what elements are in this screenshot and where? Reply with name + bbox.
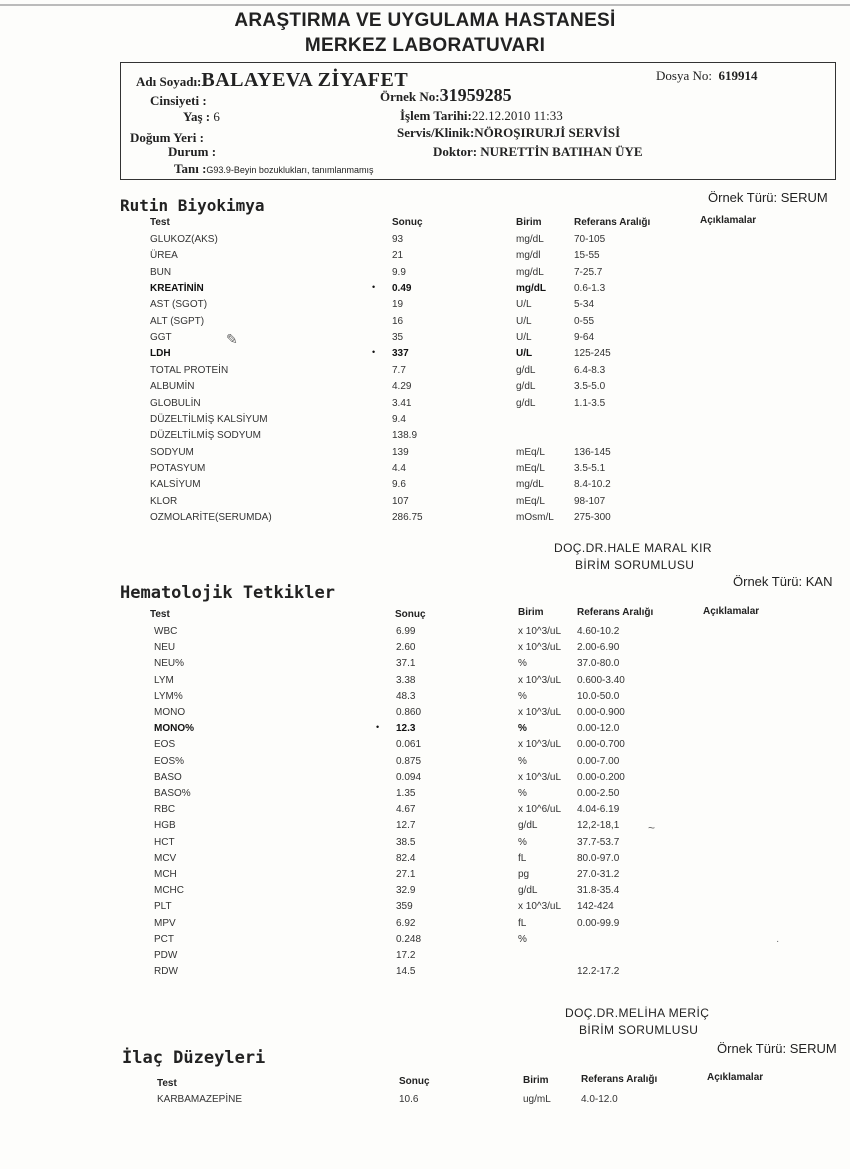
reference-range: 12.2-17.2 — [577, 966, 620, 978]
unit: ug/mL — [523, 1094, 551, 1105]
unit: x 10^3/uL — [518, 626, 562, 637]
process-date: 22.12.2010 11:33 — [471, 108, 563, 123]
test-name: DÜZELTİLMİŞ SODYUM — [150, 430, 261, 442]
hemato-signer-role: BİRİM SORUMLUSU — [579, 1023, 699, 1037]
result-value: 12.7 — [396, 820, 416, 832]
diagnosis-field — [174, 161, 373, 177]
test-name: SODYUM — [150, 446, 194, 458]
result-value: 32.9 — [396, 885, 416, 897]
unit: g/dL — [516, 364, 536, 376]
reference-range: 3.5-5.0 — [574, 381, 606, 393]
abnormal-flag-icon: • — [372, 282, 376, 293]
result-value: 14.5 — [396, 966, 416, 978]
test-name: EOS% — [154, 755, 185, 767]
abnormal-flag-icon: • — [372, 347, 376, 358]
reference-range: 4.0-12.0 — [581, 1094, 618, 1105]
reference-range: 7-25.7 — [574, 266, 603, 278]
result-value: 9.6 — [392, 479, 406, 491]
patient-info-box — [120, 62, 836, 180]
reference-range: 2.00-6.90 — [577, 642, 620, 654]
test-name: NEU% — [154, 658, 185, 670]
test-name: LYM% — [154, 690, 183, 702]
age-label: Yaş : — [183, 109, 211, 124]
test-name: GLUKOZ(AKS) — [150, 234, 218, 245]
result-value: 16 — [392, 315, 404, 327]
test-name: AST (SGOT) — [150, 299, 208, 311]
test-name: MCV — [154, 852, 177, 864]
result-value: 19 — [392, 299, 404, 311]
test-name: LDH — [150, 348, 171, 360]
unit: fL — [518, 852, 527, 864]
unit: x 10^3/uL — [518, 642, 562, 654]
biochem-signer-role: BİRİM SORUMLUSU — [575, 558, 695, 572]
unit: mEq/L — [516, 462, 545, 474]
sample-no-field — [380, 85, 512, 106]
result-value: 0.875 — [396, 755, 422, 767]
unit: U/L — [516, 315, 532, 327]
unit: % — [518, 836, 527, 848]
unit: x 10^3/uL — [518, 739, 562, 751]
test-name: MONO% — [154, 723, 194, 735]
col-test: Test — [150, 609, 170, 620]
test-name: RBC — [154, 804, 176, 816]
result-value: 48.3 — [396, 690, 416, 702]
result-value: 2.60 — [396, 642, 416, 654]
test-name: PDW — [154, 950, 178, 961]
reference-range: 275-300 — [574, 511, 611, 523]
service: NÖROŞIRURJİ SERVİSİ — [474, 125, 621, 140]
reference-range: 12,2-18,1 — [577, 820, 620, 832]
reference-range: 1.1-3.5 — [574, 397, 606, 409]
result-value: 4.4 — [392, 462, 406, 474]
reference-range: 10.0-50.0 — [577, 690, 620, 702]
doctor-field — [433, 144, 643, 160]
reference-range: 0.00-7.00 — [577, 755, 620, 767]
unit: mg/dL — [516, 283, 546, 295]
col-ref: Referans Aralığı — [574, 217, 651, 228]
result-value: 107 — [392, 495, 409, 507]
scan-mark: ~ — [648, 821, 656, 835]
test-name: GLOBULİN — [150, 397, 201, 409]
reference-range: 125-245 — [574, 348, 611, 360]
doctor: NURETTİN BATIHAN ÜYE — [480, 144, 643, 159]
unit: g/dL — [516, 397, 536, 409]
result-value: 27.1 — [396, 869, 416, 880]
hemato-title: Hematolojik Tetkikler — [120, 583, 335, 603]
result-value: 38.5 — [396, 836, 416, 848]
reference-range: 0.600-3.40 — [577, 674, 625, 686]
result-value: 9.9 — [392, 266, 406, 278]
unit: g/dL — [516, 381, 536, 393]
unit: % — [518, 658, 527, 670]
sample-no: 31959285 — [439, 85, 512, 105]
drug-sample-type: Örnek Türü: SERUM — [717, 1041, 837, 1056]
unit: pg — [518, 869, 530, 880]
test-name: GGT — [150, 332, 172, 344]
unit: mg/dl — [516, 250, 541, 262]
result-value: 9.4 — [392, 413, 406, 425]
result-value: 1.35 — [396, 788, 416, 799]
biochem-signer: DOÇ.DR.HALE MARAL KIR — [554, 541, 712, 555]
reference-range: 0.00-99.9 — [577, 917, 620, 929]
process-date-field — [400, 108, 563, 124]
result-value: 10.6 — [399, 1094, 419, 1105]
result-value: 286.75 — [392, 511, 423, 523]
reference-range: 37.0-80.0 — [577, 658, 620, 670]
test-name: KALSİYUM — [150, 479, 201, 491]
col-result: Sonuç — [392, 217, 423, 228]
result-value: 35 — [392, 332, 404, 344]
result-value: 138.9 — [392, 430, 418, 442]
reference-range: 5-34 — [574, 299, 595, 311]
service-field — [397, 125, 620, 141]
unit: % — [518, 788, 527, 799]
result-value: 4.67 — [396, 804, 416, 816]
patient-name-field — [136, 69, 408, 92]
reference-range: 0.00-0.200 — [577, 771, 625, 783]
unit: U/L — [516, 348, 533, 360]
unit: x 10^3/uL — [518, 771, 562, 783]
hemato-sample-type: Örnek Türü: KAN — [733, 574, 833, 589]
result-value: 0.061 — [396, 739, 422, 751]
test-name: PCT — [154, 933, 174, 945]
unit: x 10^3/uL — [518, 707, 562, 718]
process-date-label: İşlem Tarihi: — [400, 108, 472, 123]
abnormal-flag-icon: • — [376, 722, 380, 733]
reference-range: 70-105 — [574, 234, 606, 245]
result-value: 0.860 — [396, 707, 422, 718]
scan-mark: · — [776, 936, 780, 947]
unit: mEq/L — [516, 446, 545, 458]
test-name: MPV — [154, 917, 176, 929]
test-name: OZMOLARİTE(SERUMDA) — [150, 511, 272, 523]
reference-range: 4.60-10.2 — [577, 626, 620, 637]
col-result: Sonuç — [399, 1076, 430, 1087]
age-field — [183, 109, 220, 125]
diagnosis-label: Tanı : — [174, 161, 207, 176]
unit: g/dL — [518, 820, 538, 832]
unit: g/dL — [518, 885, 538, 897]
test-name: PLT — [154, 901, 172, 913]
reference-range: 0.00-0.900 — [577, 707, 625, 718]
col-unit: Birim — [523, 1075, 549, 1086]
test-name: ALT (SGPT) — [150, 315, 205, 327]
biochem-title: Rutin Biyokimya — [120, 196, 265, 215]
result-value: 93 — [392, 234, 404, 245]
test-name: TOTAL PROTEİN — [150, 364, 229, 376]
reference-range: 98-107 — [574, 495, 606, 507]
patient-name-label: Adı Soyadı: — [136, 74, 202, 89]
reference-range: 6.4-8.3 — [574, 364, 606, 376]
result-value: 4.29 — [392, 381, 412, 393]
reference-range: 27.0-31.2 — [577, 869, 620, 880]
result-value: 139 — [392, 446, 409, 458]
test-name: MCHC — [154, 885, 184, 897]
reference-range: 31.8-35.4 — [577, 885, 620, 897]
status-label: Durum : — [168, 144, 217, 159]
unit: x 10^6/uL — [518, 804, 562, 816]
drug-title: İlaç Düzeyleri — [122, 1048, 266, 1068]
test-name: DÜZELTİLMİŞ KALSİYUM — [150, 413, 268, 425]
file-no: 619914 — [718, 68, 758, 83]
col-test: Test — [157, 1078, 177, 1089]
result-value: 359 — [396, 901, 413, 913]
reference-range: 0.00-0.700 — [577, 739, 625, 751]
result-value: 3.41 — [392, 397, 412, 409]
test-name: KLOR — [150, 495, 178, 507]
unit: mg/dL — [516, 266, 544, 278]
col-test: Test — [150, 217, 170, 228]
unit: mOsm/L — [516, 511, 554, 523]
test-name: BUN — [150, 266, 172, 278]
reference-range: 142-424 — [577, 901, 614, 913]
col-notes: Açıklamalar — [707, 1072, 764, 1083]
test-name: RDW — [154, 966, 178, 978]
age: 6 — [213, 109, 220, 124]
reference-range: 37.7-53.7 — [577, 836, 620, 848]
result-value: 6.99 — [396, 626, 416, 637]
scan-mark: ✎ — [226, 331, 238, 347]
gender-label: Cinsiyeti : — [150, 93, 207, 108]
test-name: KREATİNİN — [150, 283, 204, 295]
reference-range: 80.0-97.0 — [577, 852, 620, 864]
patient-name: BALAYEVA ZİYAFET — [201, 69, 409, 91]
test-name: ÜREA — [150, 250, 178, 262]
biochem-sample-type: Örnek Türü: SERUM — [708, 190, 828, 205]
col-unit: Birim — [518, 607, 544, 618]
status-field — [168, 144, 216, 160]
result-value: 7.7 — [392, 364, 406, 376]
col-result: Sonuç — [395, 609, 426, 620]
reference-range: 0.00-2.50 — [577, 788, 620, 799]
birthplace-label: Doğum Yeri : — [130, 130, 204, 145]
unit: mg/dL — [516, 479, 544, 491]
file-no-label: Dosya No: — [656, 68, 712, 83]
result-value: 0.49 — [392, 283, 412, 295]
lab-title: MERKEZ LABORATUVARI — [304, 35, 546, 56]
sample-no-label: Örnek No: — [380, 89, 440, 104]
reference-range: 0.00-12.0 — [577, 723, 620, 735]
result-value: 3.38 — [396, 674, 416, 686]
result-value: 6.92 — [396, 917, 416, 929]
result-value: 37.1 — [396, 658, 416, 670]
reference-range: 0-55 — [574, 315, 595, 327]
top-border — [0, 4, 850, 6]
reference-range: 8.4-10.2 — [574, 479, 611, 491]
result-value: 12.3 — [396, 723, 416, 735]
diagnosis: G93.9-Beyin bozuklukları, tanımlanmamış — [206, 165, 374, 175]
col-ref: Referans Aralığı — [577, 607, 654, 618]
unit: % — [518, 690, 527, 702]
unit: U/L — [516, 299, 532, 311]
result-value: 82.4 — [396, 852, 416, 864]
unit: mEq/L — [516, 495, 545, 507]
result-value: 337 — [392, 348, 409, 360]
hospital-title: ARAŞTIRMA VE UYGULAMA HASTANESİ — [234, 10, 616, 31]
test-name: ALBUMİN — [150, 381, 195, 393]
test-name: MCH — [154, 869, 177, 880]
hemato-signer: DOÇ.DR.MELİHA MERİÇ — [565, 1006, 710, 1020]
test-name: LYM — [154, 674, 174, 686]
reference-range: 0.6-1.3 — [574, 283, 606, 295]
result-value: 21 — [392, 250, 404, 262]
unit: fL — [518, 917, 527, 929]
gender-field — [150, 93, 207, 109]
unit: % — [518, 933, 527, 945]
test-name: BASO% — [154, 788, 191, 799]
result-value: 0.248 — [396, 933, 422, 945]
unit: U/L — [516, 332, 532, 344]
col-notes: Açıklamalar — [703, 606, 760, 617]
file-no-field — [656, 68, 757, 84]
test-name: MONO — [154, 707, 186, 718]
reference-range: 3.5-5.1 — [574, 462, 606, 474]
col-ref: Referans Aralığı — [581, 1074, 658, 1085]
test-name: POTASYUM — [150, 462, 206, 474]
reference-range: 15-55 — [574, 250, 600, 262]
reference-range: 4.04-6.19 — [577, 804, 620, 816]
unit: x 10^3/uL — [518, 901, 562, 913]
reference-range: 9-64 — [574, 332, 595, 344]
unit: mg/dL — [516, 234, 544, 245]
unit: % — [518, 723, 527, 735]
unit: x 10^3/uL — [518, 674, 562, 686]
reference-range: 136-145 — [574, 446, 611, 458]
test-name: BASO — [154, 771, 182, 783]
test-name: HCT — [154, 836, 175, 848]
result-value: 17.2 — [396, 950, 416, 961]
test-name: KARBAMAZEPİNE — [157, 1094, 243, 1105]
result-value: 0.094 — [396, 771, 422, 783]
service-label: Servis/Klinik: — [397, 125, 475, 140]
test-name: NEU — [154, 642, 176, 654]
test-name: HGB — [154, 820, 176, 832]
col-notes: Açıklamalar — [700, 215, 757, 226]
col-unit: Birim — [516, 217, 542, 228]
unit: % — [518, 755, 527, 767]
test-name: EOS — [154, 739, 176, 751]
test-name: WBC — [154, 626, 178, 637]
doctor-label: Doktor: — [433, 144, 478, 159]
